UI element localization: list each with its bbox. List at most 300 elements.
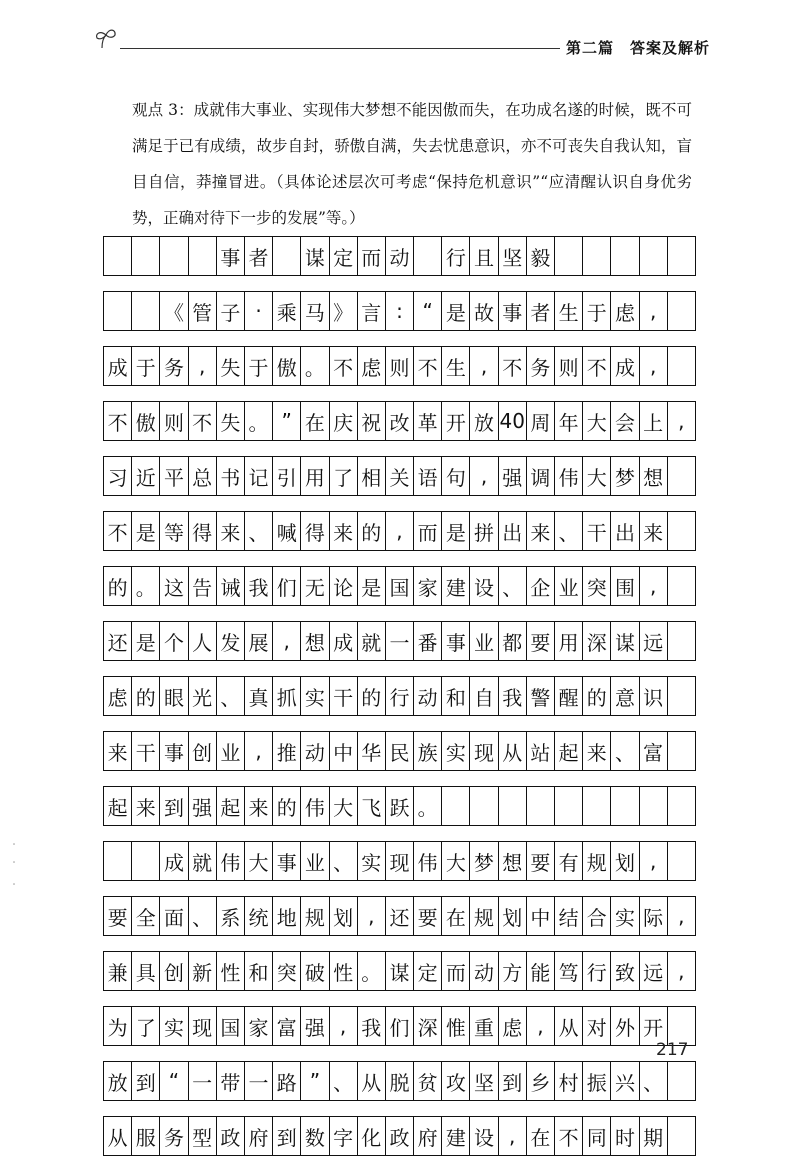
grid-cell <box>668 842 696 880</box>
grid-cell: 结 <box>555 897 583 935</box>
grid-cell: 光 <box>189 677 217 715</box>
grid-cell: 失 <box>217 347 245 385</box>
grid-cell: 富 <box>640 732 668 770</box>
grid-cell: 的 <box>358 512 386 550</box>
grid-cell <box>132 842 160 880</box>
grid-cell: 40 <box>499 402 527 440</box>
grid-cell: 自 <box>470 677 498 715</box>
grid-cell: 、 <box>640 1062 668 1100</box>
grid-cell: 重 <box>470 1007 498 1045</box>
grid-cell: 要 <box>414 897 442 935</box>
grid-cell: 系 <box>217 897 245 935</box>
grid-cell: 这 <box>160 567 188 605</box>
grid-cell: 从 <box>499 732 527 770</box>
grid-cell: 管 <box>189 292 217 330</box>
grid-cell: 事 <box>273 842 301 880</box>
grid-cell: 业 <box>470 622 498 660</box>
grid-cell: 虑 <box>499 1007 527 1045</box>
grid-cell: 来 <box>583 732 611 770</box>
grid-cell: 期 <box>640 1117 668 1155</box>
grid-cell: 关 <box>386 457 414 495</box>
grid-cell: 了 <box>330 457 358 495</box>
grid-cell: 强 <box>301 1007 329 1045</box>
grid-cell: 事 <box>217 237 245 275</box>
grid-cell: 兴 <box>611 1062 639 1100</box>
grid-cell: 谋 <box>611 622 639 660</box>
grid-cell <box>442 787 470 825</box>
grid-cell: “ <box>414 292 442 330</box>
grid-cell <box>132 237 160 275</box>
grid-cell: 事 <box>499 292 527 330</box>
grid-cell: 贫 <box>414 1062 442 1100</box>
grid-cell: 要 <box>527 622 555 660</box>
grid-cell: 无 <box>301 567 329 605</box>
grid-cell: 的 <box>273 787 301 825</box>
grid-cell <box>583 787 611 825</box>
grid-cell <box>668 237 696 275</box>
grid-cell: 警 <box>527 677 555 715</box>
grid-cell: 在 <box>301 402 329 440</box>
grid-cell: 想 <box>640 457 668 495</box>
grid-cell: 大 <box>245 842 273 880</box>
grid-cell: , <box>668 897 696 935</box>
grid-cell: 务 <box>160 1117 188 1155</box>
grid-cell: 对 <box>583 1007 611 1045</box>
grid-cell: 业 <box>301 842 329 880</box>
grid-cell: 远 <box>640 952 668 990</box>
grid-cell: 面 <box>160 897 188 935</box>
grid-cell: 还 <box>386 897 414 935</box>
grid-cell: 来 <box>330 512 358 550</box>
grid-cell: 总 <box>189 457 217 495</box>
grid-cell: 不 <box>189 402 217 440</box>
grid-cell: 飞 <box>358 787 386 825</box>
grid-cell: 深 <box>414 1007 442 1045</box>
grid-cell: 划 <box>330 897 358 935</box>
grid-cell: 真 <box>245 677 273 715</box>
grid-cell: 抓 <box>273 677 301 715</box>
grid-cell: 识 <box>640 677 668 715</box>
grid-cell: 来 <box>527 512 555 550</box>
grid-cell: 。 <box>132 567 160 605</box>
grid-row <box>103 566 696 606</box>
grid-cell: 喊 <box>273 512 301 550</box>
grid-cell: 建 <box>442 567 470 605</box>
grid-cell: 在 <box>442 897 470 935</box>
grid-cell: 开 <box>640 1007 668 1045</box>
grid-cell: 惟 <box>442 1007 470 1045</box>
grid-cell: 眼 <box>160 677 188 715</box>
grid-cell: 的 <box>104 567 132 605</box>
grid-cell: 具 <box>132 952 160 990</box>
grid-row <box>103 236 696 276</box>
grid-cell: 不 <box>330 347 358 385</box>
grid-cell: 而 <box>442 952 470 990</box>
grid-cell: 个 <box>160 622 188 660</box>
grid-cell: 祝 <box>358 402 386 440</box>
grid-cell: 破 <box>301 952 329 990</box>
grid-cell: 统 <box>245 897 273 935</box>
grid-cell: , <box>640 292 668 330</box>
grid-cell: 实 <box>442 732 470 770</box>
grid-cell: 有 <box>555 842 583 880</box>
grid-cell: 傲 <box>273 347 301 385</box>
grid-cell: 为 <box>104 1007 132 1045</box>
grid-row <box>103 456 696 496</box>
grid-cell: 记 <box>245 457 273 495</box>
grid-cell: 到 <box>273 1117 301 1155</box>
grid-cell: 动 <box>470 952 498 990</box>
grid-cell: 合 <box>583 897 611 935</box>
grid-cell: 不 <box>555 1117 583 1155</box>
grid-cell: 庆 <box>330 402 358 440</box>
grid-cell: 起 <box>555 732 583 770</box>
grid-cell: 虑 <box>611 292 639 330</box>
grid-cell: 相 <box>358 457 386 495</box>
grid-cell: 民 <box>386 732 414 770</box>
grid-row <box>103 511 696 551</box>
grid-cell: 一 <box>245 1062 273 1100</box>
page-header <box>0 0 800 70</box>
grid-cell: , <box>668 402 696 440</box>
grid-cell: 子 <box>217 292 245 330</box>
grid-cell <box>668 1117 696 1155</box>
grid-cell: 现 <box>386 842 414 880</box>
grid-cell: 而 <box>358 237 386 275</box>
grid-cell: 来 <box>132 787 160 825</box>
grid-cell: 到 <box>160 787 188 825</box>
grid-cell <box>527 787 555 825</box>
grid-cell: 拼 <box>470 512 498 550</box>
grid-cell: 政 <box>217 1117 245 1155</box>
grid-cell: 化 <box>358 1117 386 1155</box>
grid-cell: 乡 <box>527 1062 555 1100</box>
grid-cell <box>640 787 668 825</box>
grid-cell <box>668 787 696 825</box>
essay-grid <box>103 236 696 1171</box>
grid-cell: 。 <box>358 952 386 990</box>
grid-cell <box>611 787 639 825</box>
grid-cell: 规 <box>470 897 498 935</box>
grid-cell <box>104 237 132 275</box>
grid-cell: 大 <box>583 457 611 495</box>
grid-cell: 业 <box>555 567 583 605</box>
grid-cell: 发 <box>217 622 245 660</box>
grid-cell: 伟 <box>414 842 442 880</box>
grid-cell: 致 <box>611 952 639 990</box>
grid-cell <box>104 292 132 330</box>
grid-cell <box>668 347 696 385</box>
grid-cell: 干 <box>330 677 358 715</box>
grid-cell: 能 <box>527 952 555 990</box>
grid-cell: 等 <box>160 512 188 550</box>
viewpoint-paragraph <box>132 92 692 236</box>
grid-cell: 们 <box>386 1007 414 1045</box>
grid-cell <box>668 732 696 770</box>
grid-cell <box>668 1062 696 1100</box>
grid-cell: 数 <box>301 1117 329 1155</box>
grid-cell: 就 <box>358 622 386 660</box>
grid-cell: 行 <box>442 237 470 275</box>
grid-cell: 来 <box>104 732 132 770</box>
grid-cell: 规 <box>301 897 329 935</box>
grid-row <box>103 731 696 771</box>
grid-cell: 是 <box>442 512 470 550</box>
grid-cell: 建 <box>442 1117 470 1155</box>
grid-cell: 动 <box>414 677 442 715</box>
grid-cell <box>104 842 132 880</box>
grid-cell: 失 <box>217 402 245 440</box>
grid-cell: 坚 <box>499 237 527 275</box>
grid-cell <box>160 237 188 275</box>
grid-cell: 我 <box>499 677 527 715</box>
grid-cell: 、 <box>499 567 527 605</box>
grid-row <box>103 896 696 936</box>
grid-cell: 生 <box>555 292 583 330</box>
grid-cell: 语 <box>414 457 442 495</box>
grid-cell: 从 <box>555 1007 583 1045</box>
grid-cell: , <box>527 1007 555 1045</box>
grid-cell: 远 <box>640 622 668 660</box>
grid-cell <box>668 677 696 715</box>
grid-cell: 是 <box>442 292 470 330</box>
grid-cell: 句 <box>442 457 470 495</box>
grid-cell: 业 <box>217 732 245 770</box>
grid-cell: 实 <box>358 842 386 880</box>
grid-cell: 者 <box>245 237 273 275</box>
grid-cell: 想 <box>499 842 527 880</box>
grid-cell: 设 <box>470 567 498 605</box>
grid-cell: 坚 <box>470 1062 498 1100</box>
grid-cell: 创 <box>160 952 188 990</box>
grid-cell: 现 <box>189 1007 217 1045</box>
grid-cell: 家 <box>245 1007 273 1045</box>
grid-cell: 年 <box>555 402 583 440</box>
grid-cell: 都 <box>499 622 527 660</box>
grid-cell: 还 <box>104 622 132 660</box>
grid-cell: 成 <box>104 347 132 385</box>
grid-cell: 振 <box>583 1062 611 1100</box>
grid-cell <box>668 567 696 605</box>
grid-cell: 强 <box>499 457 527 495</box>
grid-cell <box>668 457 696 495</box>
grid-cell: 于 <box>132 347 160 385</box>
grid-cell: 性 <box>217 952 245 990</box>
grid-cell: 务 <box>160 347 188 385</box>
grid-row <box>103 1006 696 1046</box>
grid-cell: 突 <box>273 952 301 990</box>
grid-cell: 的 <box>583 677 611 715</box>
grid-cell: 故 <box>470 292 498 330</box>
grid-cell: 和 <box>442 677 470 715</box>
grid-cell: 行 <box>386 677 414 715</box>
grid-cell: 放 <box>104 1062 132 1100</box>
grid-cell: 划 <box>611 842 639 880</box>
grid-cell: 在 <box>527 1117 555 1155</box>
grid-cell: 创 <box>189 732 217 770</box>
grid-cell: 路 <box>273 1062 301 1100</box>
grid-cell: 则 <box>386 347 414 385</box>
grid-cell: 围 <box>611 567 639 605</box>
grid-cell: 国 <box>386 567 414 605</box>
grid-cell: 得 <box>189 512 217 550</box>
grid-row <box>103 346 696 386</box>
grid-cell: 事 <box>160 732 188 770</box>
grid-cell: 、 <box>330 1062 358 1100</box>
grid-cell: 伟 <box>555 457 583 495</box>
grid-cell <box>414 237 442 275</box>
grid-cell: 型 <box>189 1117 217 1155</box>
grid-cell: 于 <box>245 347 273 385</box>
grid-cell: , <box>470 347 498 385</box>
grid-cell: , <box>245 732 273 770</box>
grid-cell: 生 <box>442 347 470 385</box>
grid-cell: 伟 <box>217 842 245 880</box>
viewpoint-text: 观点 3：成就伟大事业、实现伟大梦想不能因傲而失，在功成名遂的时候，既不可满足于已有成绩，故步自封，骄傲自满，失去忧患意识，亦不可丧失自我认知，盲目自信，莽撞冒进。（具体论述层次可考虑“保持危机意识”“应清醒认识自身优劣势，正确对待下一步的发展”等。） <box>132 101 692 227</box>
grid-cell: 开 <box>442 402 470 440</box>
grid-cell: 者 <box>527 292 555 330</box>
grid-cell: 、 <box>217 677 245 715</box>
grid-cell: 近 <box>132 457 160 495</box>
grid-cell: 得 <box>301 512 329 550</box>
grid-cell: 不 <box>104 402 132 440</box>
grid-cell <box>668 292 696 330</box>
grid-cell: 伟 <box>301 787 329 825</box>
grid-cell: 国 <box>217 1007 245 1045</box>
grid-cell: 要 <box>104 897 132 935</box>
grid-cell: 番 <box>414 622 442 660</box>
grid-cell: 习 <box>104 457 132 495</box>
grid-cell: 乘 <box>273 292 301 330</box>
grid-cell: 从 <box>104 1117 132 1155</box>
grid-cell: 虑 <box>104 677 132 715</box>
grid-cell: , <box>499 1117 527 1155</box>
grid-cell: 人 <box>189 622 217 660</box>
grid-row <box>103 676 696 716</box>
grid-cell: 规 <box>583 842 611 880</box>
grid-cell: 和 <box>245 952 273 990</box>
grid-cell: ” <box>301 1062 329 1100</box>
grid-cell: 全 <box>132 897 160 935</box>
grid-cell: 我 <box>358 1007 386 1045</box>
grid-cell: 同 <box>583 1117 611 1155</box>
grid-cell: 于 <box>583 292 611 330</box>
grid-cell: 深 <box>583 622 611 660</box>
grid-cell: 则 <box>160 402 188 440</box>
grid-cell: 中 <box>527 897 555 935</box>
grid-cell: 富 <box>273 1007 301 1045</box>
grid-cell: 。 <box>301 347 329 385</box>
grid-cell: 谋 <box>301 237 329 275</box>
grid-cell: 方 <box>499 952 527 990</box>
grid-cell: 一 <box>189 1062 217 1100</box>
grid-cell: ” <box>273 402 301 440</box>
grid-cell: , <box>273 622 301 660</box>
grid-cell: 际 <box>640 897 668 935</box>
grid-cell: 不 <box>499 347 527 385</box>
grid-cell <box>273 237 301 275</box>
grid-cell: 新 <box>189 952 217 990</box>
grid-cell: 、 <box>611 732 639 770</box>
grid-cell: 划 <box>499 897 527 935</box>
grid-cell: 村 <box>555 1062 583 1100</box>
grid-cell: 中 <box>330 732 358 770</box>
grid-cell: 脱 <box>386 1062 414 1100</box>
grid-cell: 虑 <box>358 347 386 385</box>
grid-cell: 意 <box>611 677 639 715</box>
grid-row <box>103 621 696 661</box>
grid-cell: 企 <box>527 567 555 605</box>
grid-cell <box>189 237 217 275</box>
margin-marks <box>12 840 16 900</box>
grid-cell: 调 <box>527 457 555 495</box>
grid-cell <box>640 237 668 275</box>
grid-cell: “ <box>160 1062 188 1100</box>
grid-cell: 周 <box>527 402 555 440</box>
grid-cell: , <box>386 512 414 550</box>
grid-cell: 兼 <box>104 952 132 990</box>
grid-cell: 务 <box>527 347 555 385</box>
grid-cell: 华 <box>358 732 386 770</box>
grid-cell: 放 <box>470 402 498 440</box>
grid-cell: 定 <box>330 237 358 275</box>
grid-cell <box>555 787 583 825</box>
grid-cell: 来 <box>217 512 245 550</box>
grid-cell: 站 <box>527 732 555 770</box>
grid-cell: 》 <box>330 292 358 330</box>
grid-cell: 是 <box>358 567 386 605</box>
grid-cell: 设 <box>470 1117 498 1155</box>
grid-cell: 论 <box>330 567 358 605</box>
grid-cell: 且 <box>470 237 498 275</box>
grid-cell: 跃 <box>386 787 414 825</box>
grid-cell <box>470 787 498 825</box>
grid-cell: 一 <box>386 622 414 660</box>
grid-cell: 行 <box>583 952 611 990</box>
grid-cell: , <box>358 897 386 935</box>
grid-cell: 用 <box>555 622 583 660</box>
grid-cell: : <box>386 292 414 330</box>
grid-cell: 告 <box>189 567 217 605</box>
grid-cell <box>583 237 611 275</box>
grid-cell <box>668 512 696 550</box>
grid-cell: 会 <box>611 402 639 440</box>
grid-cell: 来 <box>640 512 668 550</box>
grid-cell: 性 <box>330 952 358 990</box>
grid-cell: 们 <box>273 567 301 605</box>
grid-cell: 大 <box>330 787 358 825</box>
grid-cell: 傲 <box>132 402 160 440</box>
grid-cell: , <box>640 347 668 385</box>
grid-cell: 言 <box>358 292 386 330</box>
grid-cell <box>611 237 639 275</box>
grid-cell: 引 <box>273 457 301 495</box>
grid-row <box>103 1116 696 1156</box>
grid-cell: 字 <box>330 1117 358 1155</box>
grid-cell: 动 <box>301 732 329 770</box>
grid-cell: 成 <box>611 347 639 385</box>
grid-cell: 要 <box>527 842 555 880</box>
grid-cell: 是 <box>132 622 160 660</box>
grid-cell: 府 <box>414 1117 442 1155</box>
grid-cell <box>555 237 583 275</box>
grid-cell: 梦 <box>611 457 639 495</box>
grid-cell: · <box>245 292 273 330</box>
grid-cell: 政 <box>386 1117 414 1155</box>
grid-cell: 醒 <box>555 677 583 715</box>
grid-cell: 马 <box>301 292 329 330</box>
grid-cell: 到 <box>132 1062 160 1100</box>
